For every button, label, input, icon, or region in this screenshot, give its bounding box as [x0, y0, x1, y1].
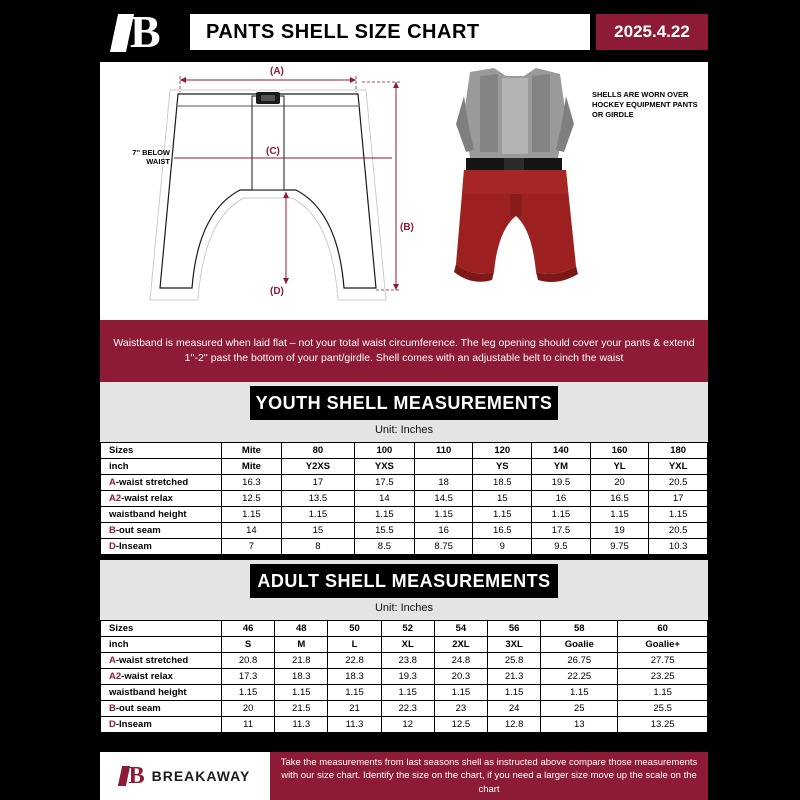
table-row [101, 621, 708, 637]
table-cell: 8.75 [414, 539, 473, 555]
table-cell: Mite [222, 459, 282, 475]
table-cell: 20.5 [649, 475, 708, 491]
header [0, 0, 800, 62]
adult-unit-label: Unit: Inches [100, 602, 708, 620]
row-label: A2-waist relax [101, 491, 222, 507]
dimension-label-d: (D) [270, 286, 284, 297]
row-label: D-Inseam [101, 717, 222, 733]
table-cell: YXS [354, 459, 414, 475]
table-cell: 25 [541, 701, 618, 717]
row-label: Sizes [101, 621, 222, 637]
table-cell: 17 [649, 491, 708, 507]
table-cell: 16 [414, 523, 473, 539]
date-badge: 2025.4.22 [596, 14, 708, 50]
table-cell: 21.5 [275, 701, 328, 717]
table-cell: 23 [434, 701, 487, 717]
table-row [101, 459, 708, 475]
table-cell: 20 [590, 475, 649, 491]
table-cell: M [275, 637, 328, 653]
table-cell: 18 [414, 475, 473, 491]
table-cell: 52 [381, 621, 434, 637]
product-photo [440, 66, 590, 316]
table-cell: 17.5 [532, 523, 591, 539]
table-cell: 8.5 [354, 539, 414, 555]
row-label-marker: D [109, 541, 116, 552]
table-cell: 1.15 [473, 507, 532, 523]
adult-heading: ADULT SHELL MEASUREMENTS [250, 564, 558, 598]
table-cell: 11 [222, 717, 275, 733]
table-cell: 3XL [488, 637, 541, 653]
table-row [101, 523, 708, 539]
table-cell: 15 [281, 523, 354, 539]
table-cell: YXL [649, 459, 708, 475]
table-cell: 13 [541, 717, 618, 733]
footer-brand-name: BREAKAWAY [151, 768, 251, 784]
table-cell: 20.8 [222, 653, 275, 669]
table-cell: 180 [649, 443, 708, 459]
table-cell: 100 [354, 443, 414, 459]
table-cell: 20 [222, 701, 275, 717]
dimension-label-b: (B) [400, 222, 414, 233]
table-cell: 1.15 [222, 685, 275, 701]
table-cell: 1.15 [381, 685, 434, 701]
row-label-marker: B [109, 703, 116, 714]
table-cell: 50 [328, 621, 381, 637]
youth-heading: YOUTH SHELL MEASUREMENTS [250, 386, 558, 420]
table-cell: 16.3 [222, 475, 282, 491]
table-cell: 23.25 [618, 669, 708, 685]
table-cell: 19.3 [381, 669, 434, 685]
table-cell: 25.8 [488, 653, 541, 669]
table-row [101, 475, 708, 491]
table-cell: 1.15 [222, 507, 282, 523]
table-row [101, 701, 708, 717]
table-cell: 46 [222, 621, 275, 637]
table-cell: 58 [541, 621, 618, 637]
row-label: A-waist stretched [101, 475, 222, 491]
measurement-banner-text: Waistband is measured when laid flat – not your total waist circumference. The leg opening should cover your pants & extend 1''-2'' past the bottom of your pant/girdle. Shell comes with an adjustable belt to cinch the waist [113, 336, 695, 364]
row-label-marker: A2 [109, 493, 122, 504]
row-label: A2-waist relax [101, 669, 222, 685]
table-row [101, 507, 708, 523]
table-cell: 80 [281, 443, 354, 459]
table-cell: 2XL [434, 637, 487, 653]
table-cell: L [328, 637, 381, 653]
table-cell: 11.3 [275, 717, 328, 733]
row-label: inch [101, 637, 222, 653]
table-cell: 20.3 [434, 669, 487, 685]
table-cell: 1.15 [434, 685, 487, 701]
table-cell: Y2XS [281, 459, 354, 475]
table-cell: 16.5 [590, 491, 649, 507]
table-cell: 1.15 [649, 507, 708, 523]
table-cell: 9.5 [532, 539, 591, 555]
table-cell: 14 [354, 491, 414, 507]
table-cell: 1.15 [488, 685, 541, 701]
table-cell: 21.8 [275, 653, 328, 669]
table-row [101, 443, 708, 459]
row-label: B-out seam [101, 701, 222, 717]
table-cell: 26.75 [541, 653, 618, 669]
table-cell: 17 [281, 475, 354, 491]
table-cell: 16.5 [473, 523, 532, 539]
table-cell: 60 [618, 621, 708, 637]
footer-logo-letter: B [128, 763, 145, 789]
table-cell: 1.15 [414, 507, 473, 523]
row-label-marker: B [109, 525, 116, 536]
table-cell: 7 [222, 539, 282, 555]
youth-unit-label: Unit: Inches [100, 424, 708, 442]
table-cell: 27.75 [618, 653, 708, 669]
table-cell: YL [590, 459, 649, 475]
table-cell: 8 [281, 539, 354, 555]
table-cell: 22.3 [381, 701, 434, 717]
table-cell: 1.15 [328, 685, 381, 701]
table-cell: 13.25 [618, 717, 708, 733]
table-cell: 12.5 [222, 491, 282, 507]
row-label-marker: A2 [109, 671, 122, 682]
row-label: waistband height [101, 685, 222, 701]
table-cell: 18.3 [328, 669, 381, 685]
footer-instructions [270, 752, 708, 800]
table-row [101, 685, 708, 701]
table-cell: 1.15 [618, 685, 708, 701]
table-row [101, 717, 708, 733]
table-cell: 21 [328, 701, 381, 717]
logo-letter: B [130, 6, 159, 57]
dimension-label-a: (A) [270, 66, 284, 77]
table-cell: XL [381, 637, 434, 653]
table-cell: 110 [414, 443, 473, 459]
table-cell: 48 [275, 621, 328, 637]
row-label: A-waist stretched [101, 653, 222, 669]
table-row [101, 653, 708, 669]
table-cell: 20.5 [649, 523, 708, 539]
table-cell: 18.5 [473, 475, 532, 491]
row-label-marker: A [109, 477, 116, 488]
table-cell: 1.15 [532, 507, 591, 523]
table-cell: 15.5 [354, 523, 414, 539]
shell-usage-note: SHELLS ARE WORN OVER HOCKEY EQUIPMENT PANTS OR GIRDLE [592, 90, 698, 120]
table-cell: 1.15 [354, 507, 414, 523]
row-label: waistband height [101, 507, 222, 523]
table-cell: 12 [381, 717, 434, 733]
table-cell: 17.5 [354, 475, 414, 491]
footer-instructions-text: Take the measurements from last seasons shell as instructed above compare those measurements with our size chart. Identify the size on the chart, if you need a larger size move up the scale on the chart [280, 757, 698, 795]
page-title: PANTS SHELL SIZE CHART [190, 14, 590, 50]
adult-section-header [100, 560, 708, 602]
table-cell: 56 [488, 621, 541, 637]
table-cell: 17.3 [222, 669, 275, 685]
table-cell: 24 [488, 701, 541, 717]
table-cell: 16 [532, 491, 591, 507]
table-cell: 12.8 [488, 717, 541, 733]
diagram-panel [100, 62, 708, 320]
table-cell: 15 [473, 491, 532, 507]
table-cell: 19 [590, 523, 649, 539]
row-label: D-Inseam [101, 539, 222, 555]
table-row [101, 669, 708, 685]
table-cell: 19.5 [532, 475, 591, 491]
table-cell: 13.5 [281, 491, 354, 507]
table-cell: 9.75 [590, 539, 649, 555]
product-photo-svg [440, 66, 590, 316]
table-row [101, 539, 708, 555]
table-cell: 140 [532, 443, 591, 459]
table-cell: 22.25 [541, 669, 618, 685]
table-cell: 120 [473, 443, 532, 459]
table-cell: 21.3 [488, 669, 541, 685]
table-cell: 25.5 [618, 701, 708, 717]
table-cell: 1.15 [590, 507, 649, 523]
table-cell: S [222, 637, 275, 653]
table-cell: 24.8 [434, 653, 487, 669]
adult-size-table [100, 620, 708, 733]
table-cell: 14.5 [414, 491, 473, 507]
table-cell: 10.3 [649, 539, 708, 555]
table-cell: 1.15 [281, 507, 354, 523]
table-cell: 1.15 [275, 685, 328, 701]
table-cell: 18.3 [275, 669, 328, 685]
table-cell: Goalie+ [618, 637, 708, 653]
youth-size-table [100, 442, 708, 555]
table-cell: Mite [222, 443, 282, 459]
waist-note-label: 7'' BELOW WAIST [132, 148, 170, 167]
row-label: Sizes [101, 443, 222, 459]
table-cell: 54 [434, 621, 487, 637]
table-cell: YS [473, 459, 532, 475]
shorts-outline-svg [100, 62, 440, 320]
footer-brand [100, 752, 270, 800]
footer [0, 752, 800, 800]
table-cell: 160 [590, 443, 649, 459]
breakaway-logo-icon [112, 8, 170, 56]
table-cell: 22.8 [328, 653, 381, 669]
table-cell: YM [532, 459, 591, 475]
table-cell: 11.3 [328, 717, 381, 733]
table-cell: 14 [222, 523, 282, 539]
row-label-marker: A [109, 655, 116, 666]
shorts-drawing [100, 62, 440, 320]
row-label-marker: D [109, 719, 116, 730]
table-row [101, 491, 708, 507]
table-cell: 9 [473, 539, 532, 555]
row-label: inch [101, 459, 222, 475]
table-cell: 12.5 [434, 717, 487, 733]
footer-logo-icon [120, 763, 146, 789]
youth-section-header [100, 382, 708, 424]
table-cell: Goalie [541, 637, 618, 653]
dimension-label-c: (C) [266, 146, 280, 157]
row-label: B-out seam [101, 523, 222, 539]
table-cell [414, 459, 473, 475]
table-row [101, 637, 708, 653]
table-cell: 23.8 [381, 653, 434, 669]
table-cell: 1.15 [541, 685, 618, 701]
measurement-banner [100, 320, 708, 382]
